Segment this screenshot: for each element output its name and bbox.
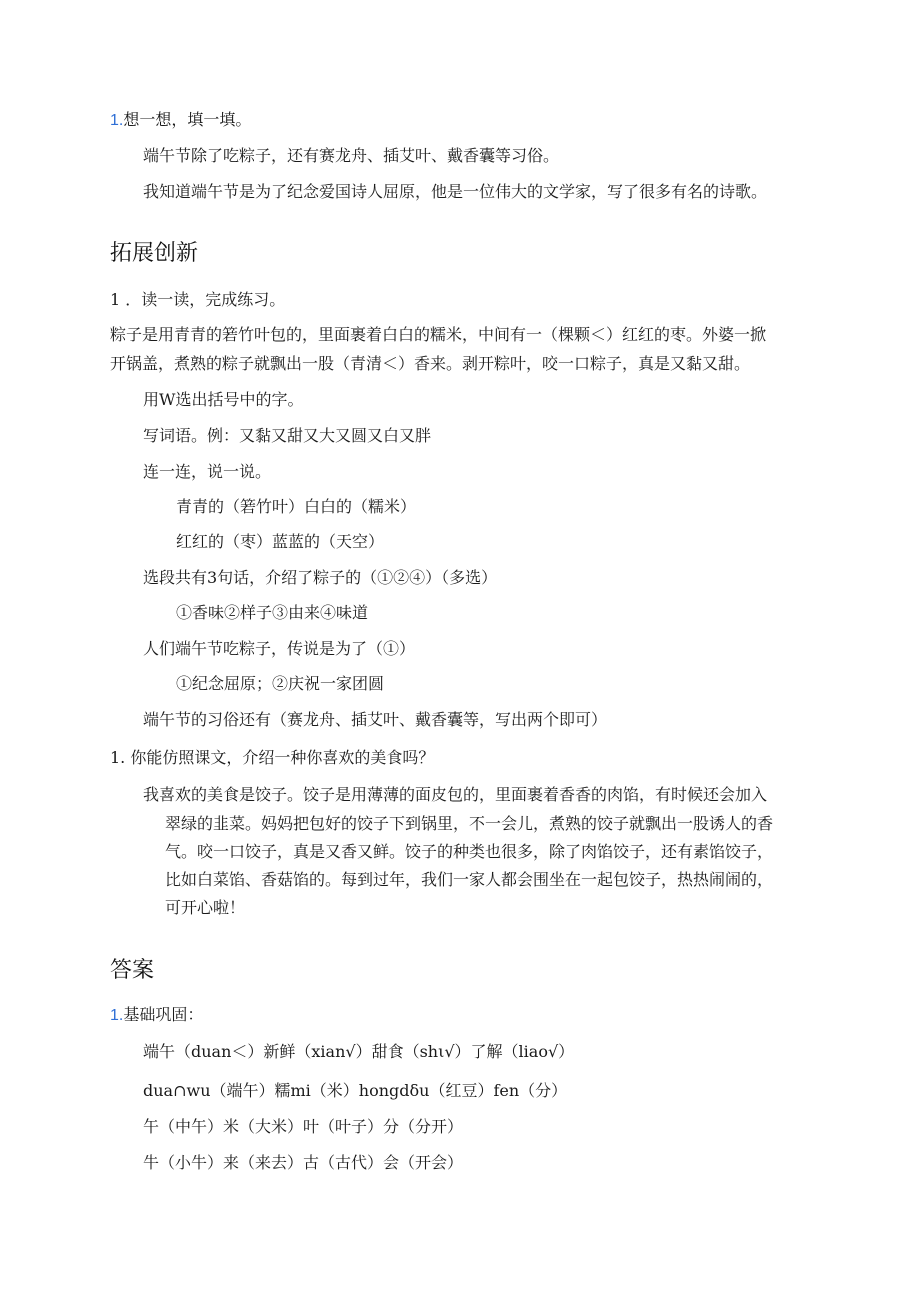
question: 人们端午节吃粽子，传说是为了（①） — [143, 639, 416, 658]
item-number: 1. — [110, 1007, 124, 1024]
answer-line: 牛（小牛）来（来去）古（古代）会（开会） — [143, 1153, 464, 1172]
question: 写词语。例：又黏又甜又大又圆又白又胖 — [143, 426, 432, 445]
answer-line: 午（中午）米（大米）叶（叶子）分（分开） — [143, 1117, 464, 1136]
question: 端午节的习俗还有（赛龙舟、插艾叶、戴香囊等，写出两个即可） — [143, 710, 608, 729]
exercise-item: 1. 你能仿照课文，介绍一种你喜欢的美食吗？ — [110, 748, 435, 767]
item-title: 基础巩固： — [123, 1005, 204, 1024]
question-answer: 青青的（箬竹叶）白白的（糯米） — [176, 497, 417, 516]
essay-line: 翠绿的韭菜。妈妈把包好的饺子下到锅里，不一会儿，煮熟的饺子就飘出一股诱人的香 — [165, 814, 774, 833]
answer-line: 我知道端午节是为了纪念爱国诗人屈原，他是一位伟大的文学家，写了很多有名的诗歌。 — [143, 182, 768, 201]
item-1-heading — [110, 1005, 203, 1026]
answer-line: dua∩wu（端午）糯mi（米）hongdδu（红豆）fen（分） — [143, 1081, 568, 1100]
reading-passage-line: 粽子是用青青的箬竹叶包的，里面裹着白白的糯米，中间有一（棵颗＜）红红的枣。外婆一掀 — [110, 325, 767, 344]
item-title: 想一想，填一填。 — [123, 110, 252, 129]
essay-line: 比如白菜馅、香菇馅的。每到过年，我们一家人都会围坐在一起包饺子，热热闹闹的， — [165, 870, 774, 889]
question: 选段共有3句话，介绍了粽子的（①②④）（多选） — [143, 568, 498, 587]
section-heading: 答案 — [110, 958, 155, 983]
exercise-item: 1 ．读一读，完成练习。 — [110, 290, 286, 309]
item-1-heading — [110, 110, 251, 131]
essay-line: 我喜欢的美食是饺子。饺子是用薄薄的面皮包的，里面裹着香香的肉馅，有时候还会加入 — [143, 785, 768, 804]
question: 用W选出括号中的字。 — [143, 390, 304, 409]
answer-line: 端午（duan＜）新鲜（xian√）甜食（shι√）了解（liao√） — [143, 1042, 575, 1061]
reading-passage-line: 开锅盖，煮熟的粽子就飘出一股（青清＜）香来。剥开粽叶，咬一口粽子，真是又黏又甜。 — [110, 354, 751, 373]
essay-line: 气。咬一口饺子，真是又香又鲜。饺子的种类也很多，除了肉馅饺子，还有素馅饺子， — [165, 842, 774, 861]
essay-line: 可开心啦！ — [165, 898, 246, 917]
question: 连一连，说一说。 — [143, 462, 272, 481]
answer-line: 端午节除了吃粽子，还有赛龙舟、插艾叶、戴香囊等习俗。 — [143, 146, 560, 165]
section-heading: 拓展创新 — [110, 241, 199, 266]
question-options: ①香味②样子③由来④味道 — [176, 603, 369, 622]
question-options: ①纪念屈原；②庆祝一家团圆 — [176, 674, 385, 693]
item-number: 1. — [110, 112, 124, 129]
question-answer: 红红的（枣）蓝蓝的（天空） — [176, 532, 385, 551]
